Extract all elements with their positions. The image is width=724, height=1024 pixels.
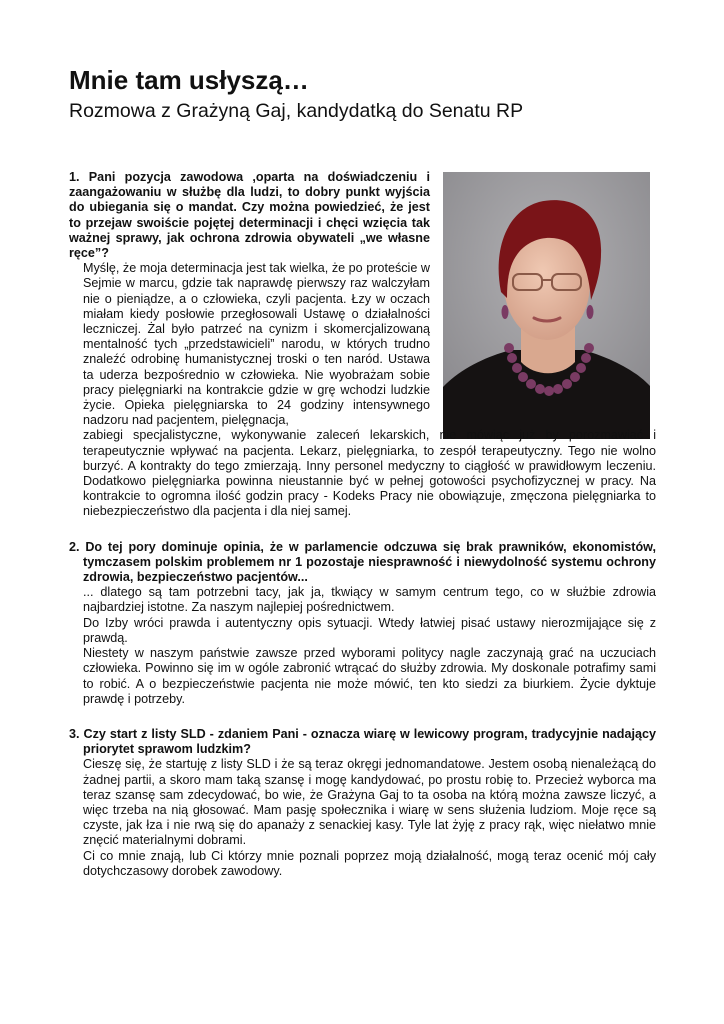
answer-3 <box>69 757 656 879</box>
interview-section-1 <box>69 170 656 520</box>
interview-section-2 <box>69 540 656 707</box>
answer-1-part-1: Myślę, że moja determinacja jest tak wielka, że po proteście w Sejmie w marcu, gdzie tak naprawdę pierwszy raz walczyłam nie o pieniądze, a o człowieka, czyli pacjenta. Łzy w oczach miałam kiedy posłowie przegłosowali Ustawę o działalności leczniczej. Żal było patrzeć na cynizm i skomercjalizowaną mentalność tych „przedstawicieli” narodu, w których trudno znaleźć odrobinę humanistycznej troski o ten naród. Ustawa ta uderza bezpośrednio w człowieka. Nie wyobrażam sobie pracy pielęgniarki na kontrakcie gdzie w grę wchodzi ludzkie życie. Opieka pielęgniarska to 24 godziny intensywnego nadzoru nad pacjentem, pielęgnacja, <box>83 261 430 428</box>
question-2: 2. Do tej pory dominuje opinia, że w parlamencie odczuwa się brak prawników, ekonomistów, tymczasem polskim problemem nr 1 pozostaje niesprawność i niewydolność systemu ochrony zdrowia, bezpieczeństwo pacjentów... <box>69 539 656 585</box>
page-title: Mnie tam usłyszą… <box>69 65 309 95</box>
question-1: 1. Pani pozycja zawodowa ,oparta na doświadczeniu i zaangażowaniu w służbę dla ludzi, to dobry punkt wyjścia do ubiegania się o mandat. Czy można powiedzieć, że jest to przejaw swoiście pojętej determinacji i chęci wzięcia tak ważnej sprawy, jak ochrona zdrowia obywateli „we własne ręce”? <box>69 170 430 261</box>
answer-3-paragraph: Cieszę się, że startuję z listy SLD i że są teraz okręgi jednomandatowe. Jestem osobą nienależącą do żadnej partii, a skoro mam taką szansę i mogę kandydować, po prostu robię to. Przecież wyborca ma teraz szansę sam zdecydować, bo wie, że Grażyna Gaj to ta osoba na którą można zawsze liczyć, a więc trzeba na nią głosować. Mam pasję społecznika i wiarę w sens służenia ludziom. Moje ręce są czyste, jak łza i nie rwą się do apanaży z senackiej kasy. Tyle lat żyję z pracy rąk, więc niełatwo mnie znęcić materialnymi dobrami. <box>83 757 656 848</box>
answer-1-part-2: zabiegi specjalistyczne, wykonywanie zaleceń lekarskich, nie mówiąc już by porozmawiać i terapeutycznie wpływać na pacjenta. Lekarz, pielęgniarka, to zespół terapeutyczny. Tego nie wolno burzyć. A kontrakty do tego zmierzają. Inny personel medyczny to ciągłość w prawidłowym leczeniu. Dodatkowo pielęgniarka powinna nieustannie być w pełnej gotowości psychofizycznej w pracy. Na kontrakcie to ogromna ilość godzin pracy - Kodeks Pracy nie obowiązuje, zmęczona pielęgniarka to niebezpieczeństwo dla pacjenta i dla niej samej. <box>83 428 656 519</box>
answer-2-paragraph: Niestety w naszym państwie zawsze przed wyborami politycy nagle zaczynają grać na uczuciach człowieka. Powinno się im w ogóle zabronić wtrącać do służby zdrowia. My doskonale potrafimy sami to robić. A o bezpieczeństwie pacjenta nie może mówić, ten kto siedzi za biurkiem. Życie dyktuje prawdę i potrzeby. <box>83 646 656 706</box>
answer-2-paragraph: ... dlatego są tam potrzebni tacy, jak ja, tkwiący w samym centrum tego, co w służbie zdrowia najbardziej istotne. Za naszym najlepiej pośrednictwem. <box>83 585 656 615</box>
question-3: 3. Czy start z listy SLD - zdaniem Pani - oznacza wiarę w lewicowy program, tradycyjnie nadający priorytet sprawom ludzkim? <box>69 726 656 757</box>
interview-section-3 <box>69 727 656 879</box>
answer-2-paragraph: Do Izby wróci prawda i autentyczny opis sytuacji. Wtedy łatwiej pisać ustawy nierozmijające się z prawdą. <box>83 615 656 645</box>
interview-body <box>69 170 656 879</box>
answer-2 <box>69 585 656 707</box>
page-subtitle: Rozmowa z Grażyną Gaj, kandydatką do Senatu RP <box>69 100 524 122</box>
answer-3-paragraph: Ci co mnie znają, lub Ci którzy mnie poznali poprzez moją działalność, mogą teraz ocenić mój cały dotychczasowy dorobek zawodowy. <box>83 848 656 878</box>
